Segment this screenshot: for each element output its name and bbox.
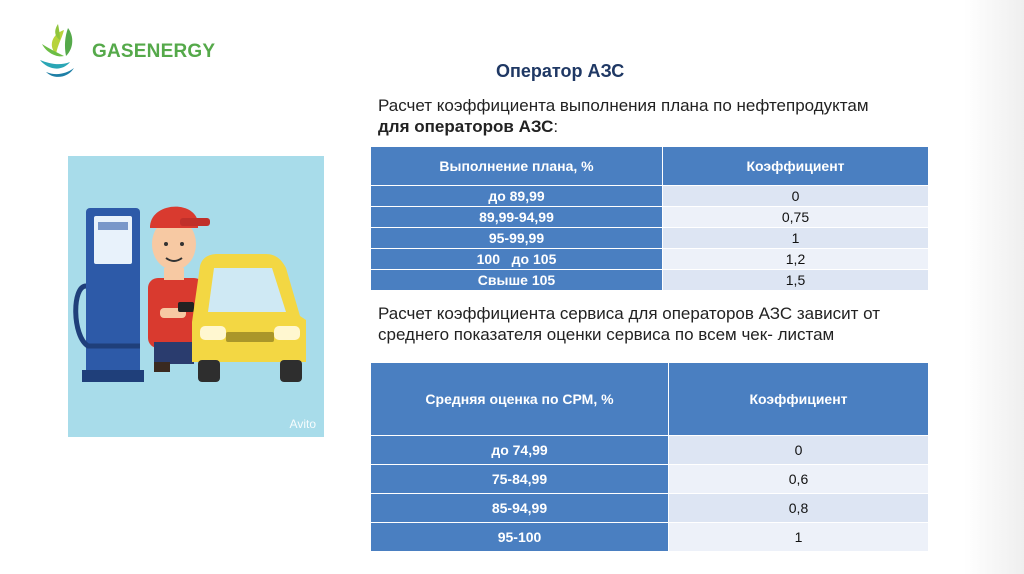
table-cell-range: до 74,99 bbox=[371, 436, 669, 465]
table-cell-range: 85-94,99 bbox=[371, 494, 669, 523]
leaf-flame-icon bbox=[34, 22, 94, 84]
watermark: Avito bbox=[289, 417, 316, 431]
column-header: Выполнение плана, % bbox=[371, 147, 663, 186]
service-coefficient-table bbox=[370, 362, 929, 552]
section2-line1: Расчет коэффициента сервиса для операторов АЗС зависит от bbox=[378, 304, 880, 323]
plan-coefficient-table bbox=[370, 146, 929, 291]
table-row bbox=[371, 523, 929, 552]
table-row bbox=[371, 186, 929, 207]
table-cell-range: 89,99-94,99 bbox=[371, 207, 663, 228]
table-cell-range: Свыше 105 bbox=[371, 270, 663, 291]
table-cell-coefficient: 1 bbox=[663, 228, 929, 249]
page-title: Оператор АЗС bbox=[496, 61, 625, 81]
section2-line2: среднего показателя оценки сервиса по всем чек- листам bbox=[378, 325, 835, 344]
table-cell-coefficient: 0,75 bbox=[663, 207, 929, 228]
table-cell-range: 95-100 bbox=[371, 523, 669, 552]
section2-text bbox=[378, 303, 978, 345]
table-header-row bbox=[371, 363, 929, 436]
table-row bbox=[371, 270, 929, 291]
table-row bbox=[371, 228, 929, 249]
table-cell-coefficient: 1 bbox=[669, 523, 929, 552]
gasenergy-logo bbox=[34, 22, 234, 84]
table-row bbox=[371, 436, 929, 465]
logo-text: GASENERGY bbox=[92, 41, 216, 62]
table-cell-coefficient: 0 bbox=[663, 186, 929, 207]
table-cell-range: 75-84,99 bbox=[371, 465, 669, 494]
section1-line2 bbox=[378, 116, 978, 137]
table-cell-coefficient: 0,8 bbox=[669, 494, 929, 523]
column-header: Коэффициент bbox=[663, 147, 929, 186]
section1-bold: для операторов АЗС bbox=[378, 117, 554, 136]
table-row bbox=[371, 249, 929, 270]
table-cell-coefficient: 0,6 bbox=[669, 465, 929, 494]
gas-station-illustration bbox=[68, 156, 324, 437]
table-cell-coefficient: 1,2 bbox=[663, 249, 929, 270]
column-header: Средняя оценка по СРМ, % bbox=[371, 363, 669, 436]
table-row bbox=[371, 207, 929, 228]
table-cell-coefficient: 1,5 bbox=[663, 270, 929, 291]
table-cell-coefficient: 0 bbox=[669, 436, 929, 465]
section1-text bbox=[378, 95, 978, 137]
slide-edge-shadow bbox=[964, 0, 1024, 574]
table-row bbox=[371, 465, 929, 494]
table-cell-range: 95-99,99 bbox=[371, 228, 663, 249]
column-header: Коэффициент bbox=[669, 363, 929, 436]
table-header-row bbox=[371, 147, 929, 186]
section1-colon: : bbox=[553, 117, 559, 136]
section1-line1: Расчет коэффициента выполнения плана по нефтепродуктам bbox=[378, 96, 869, 115]
table-row bbox=[371, 494, 929, 523]
table-cell-range: до 89,99 bbox=[371, 186, 663, 207]
table-cell-range: 100 до 105 bbox=[371, 249, 663, 270]
attendant-car-image bbox=[68, 156, 324, 437]
